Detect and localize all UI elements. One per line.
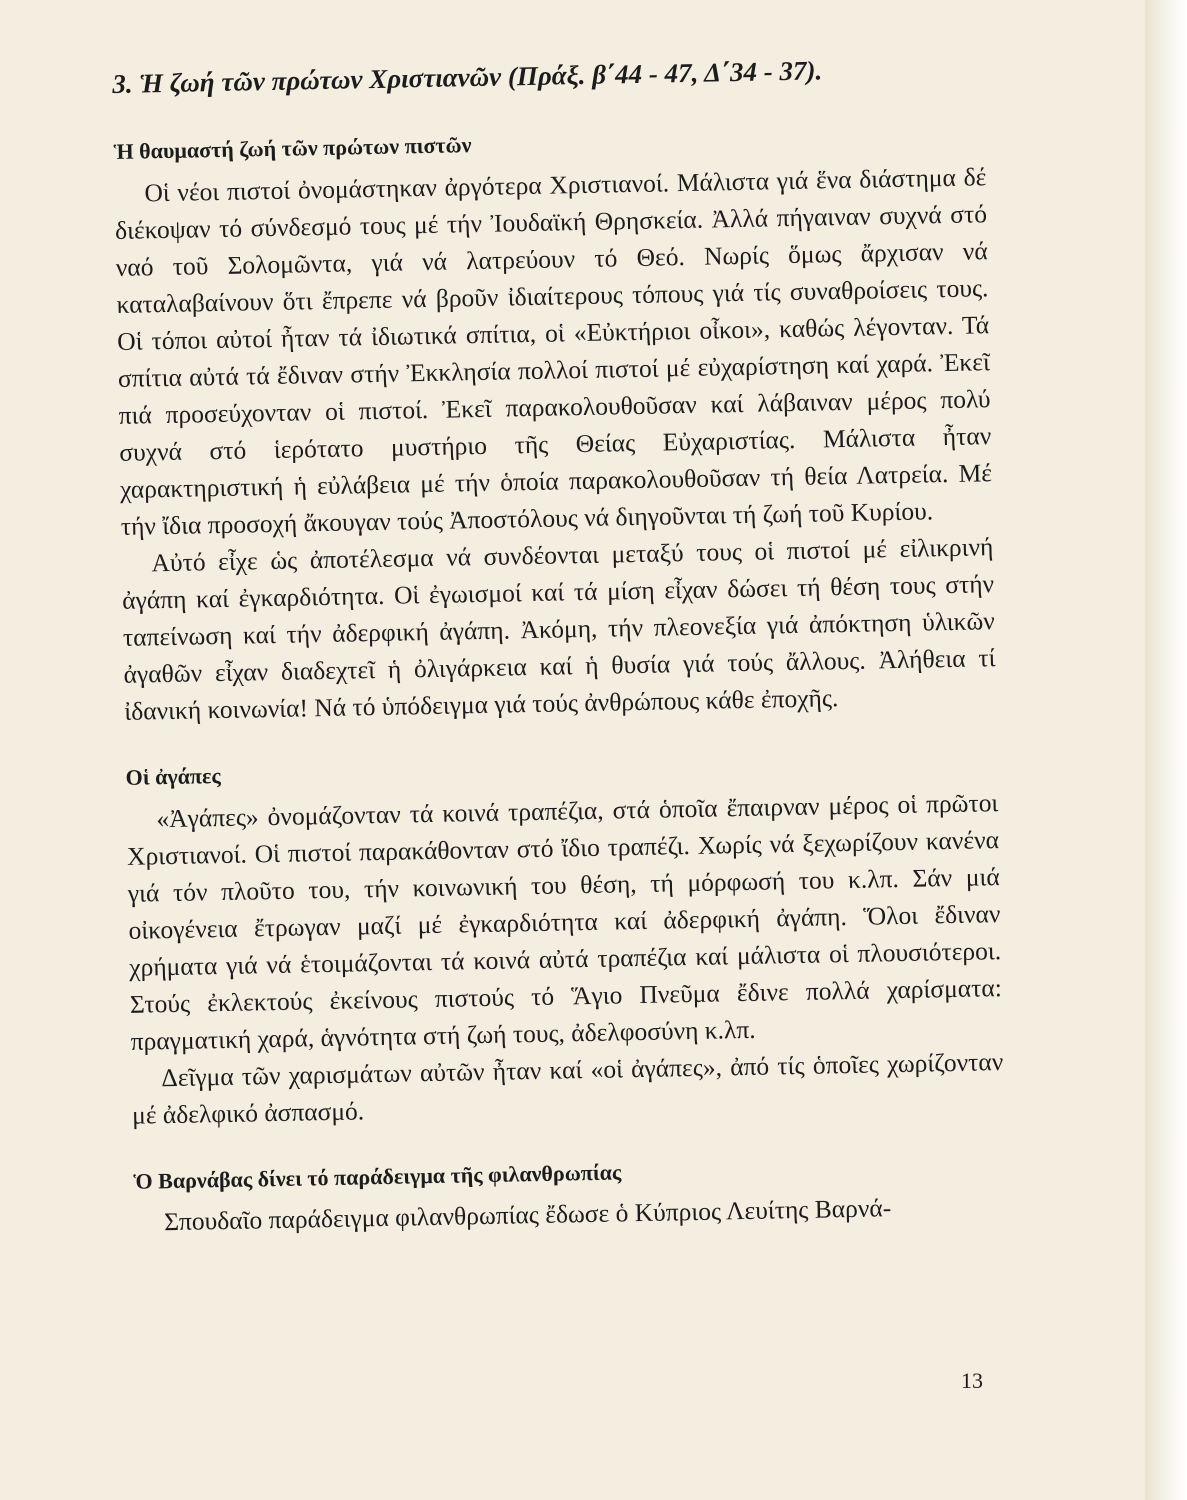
paragraph: «Ἀγάπες» ὀνομάζονταν τά κοινά τραπέζια, στά ὁποῖα ἔπαιρναν μέρος οἱ πρῶτοι Χριστιανοί. Οἱ πιστοί παρακάθονταν στό ἴδιο τραπέζι. Χωρίς νά ξεχωρίζουν κανένα γιά τόν πλοῦτο του, τήν κοινωνική του θέση, τή μόρφωσή του κ.λπ. Σάν μιά οἰκογένεια ἔτρωγαν μαζί μέ ἐγκαρδιότητα καί ἀδερφική ἀγάπη. Ὅλοι ἔδιναν χρήματα γιά νά ἑτοιμάζονται τά κοινά αὐτά τραπέζια καί μάλιστα οἱ πλουσιότεροι. Στούς ἐκλεκτούς ἐκείνους πιστούς τό Ἅγιο Πνεῦμα ἔδινε πολλά χαρίσματα: πραγματική χαρά, ἁγνότητα στή ζωή τους, ἀδελφοσύνη κ.λπ. [126, 787, 1003, 1056]
section-barnabas [133, 1151, 1006, 1241]
paragraph: Αὐτό εἶχε ὡς ἀποτέλεσμα νά συνδέονται μεταξύ τους οἱ πιστοί μέ εἰλικρινή ἀγάπη καί ἐγκαρδιότητα. Οἱ ἐγωισμοί καί τά μίση εἶχαν δώσει τή θέση τους στήν ταπείνωση καί τήν ἀδερφική ἀγάπη. Ἀκόμη, τήν πλεονεξία γιά ἀπόκτηση ὑλικῶν ἀγαθῶν εἶχαν διαδεχτεῖ ἡ ὀλιγάρκεια καί ἡ θυσία γιά τούς ἄλλους. Ἀλήθεια τί ἰδανική κοινωνία! Νά τό ὑπόδειγμα γιά τούς ἀνθρώπους κάθε ἐποχῆς. [121, 532, 996, 726]
section-heading: Οἱ ἀγάπες [125, 763, 221, 790]
section-agapes [125, 747, 1004, 1133]
section-wondrous-life [113, 122, 996, 730]
page-number: 13 [961, 1368, 983, 1393]
binding-edge [1145, 0, 1187, 1500]
section-heading: Ὁ Βαρνάβας δίνει τό παράδειγμα τῆς φιλανθρωπίας [133, 1159, 622, 1194]
paragraph: Δεῖγμα τῶν χαρισμάτων αὐτῶν ἦταν καί «οἱ ἀγάπες», ἀπό τίς ὁποῖες χωρίζονταν μέ ἀδελφικό ἀσπασμό. [131, 1046, 1004, 1130]
section-heading: Ἡ θαυμαστή ζωή τῶν πρώτων πιστῶν [113, 132, 472, 165]
paragraph: Οἱ νέοι πιστοί ὀνομάστηκαν ἀργότερα Χριστιανοί. Μάλιστα γιά ἕνα διάστημα δέ διέκοψαν τό σύνδεσμό τους μέ τήν Ἰουδαϊκή Θρησκεία. Ἀλλά πήγαιναν συχνά στό ναό τοῦ Σολομῶντα, γιά νά λατρεύουν τό Θεό. Νωρίς ὅμως ἄρχισαν νά καταλαβαίνουν ὅτι ἔπρεπε νά βροῦν ἰδιαίτερους τόπους γιά τίς συναθροίσεις τους. Οἱ τόποι αὐτοί ἦταν τά ἰδιωτικά σπίτια, οἱ «Εὐκτήριοι οἶκοι», καθώς λέγονταν. Τά σπίτια αὐτά τά ἔδιναν στήν Ἐκκλησία πολλοί πιστοί μέ εὐχαρίστηση καί χαρά. Ἐκεῖ πιά προσεύχονταν οἱ πιστοί. Ἐκεῖ παρακολουθοῦσαν καί λάβαιναν μέρος πολύ συχνά στό ἱερότατο μυστήριο τῆς Θείας Εὐχαριστίας. Μάλιστα ἦταν χαρακτηριστική ἡ εὐλάβεια μέ τήν ὁποία παρακολουθοῦσαν τή θεία Λατρεία. Μέ τήν ἴδια προσοχή ἄκουγαν τούς Ἀποστόλους νά διηγοῦνται τή ζωή τοῦ Κυρίου. [114, 162, 993, 541]
paragraph: Σπουδαῖο παράδειγμα φιλανθρωπίας ἔδωσε ὁ Κύπριος Λευίτης Βαρνά- [163, 1193, 892, 1237]
page-body [112, 51, 1006, 1241]
chapter-heading: 3. Ἡ ζωή τῶν πρώτων Χριστιανῶν (Πράξ. β΄44 - 47, Δ΄34 - 37). [112, 55, 823, 99]
